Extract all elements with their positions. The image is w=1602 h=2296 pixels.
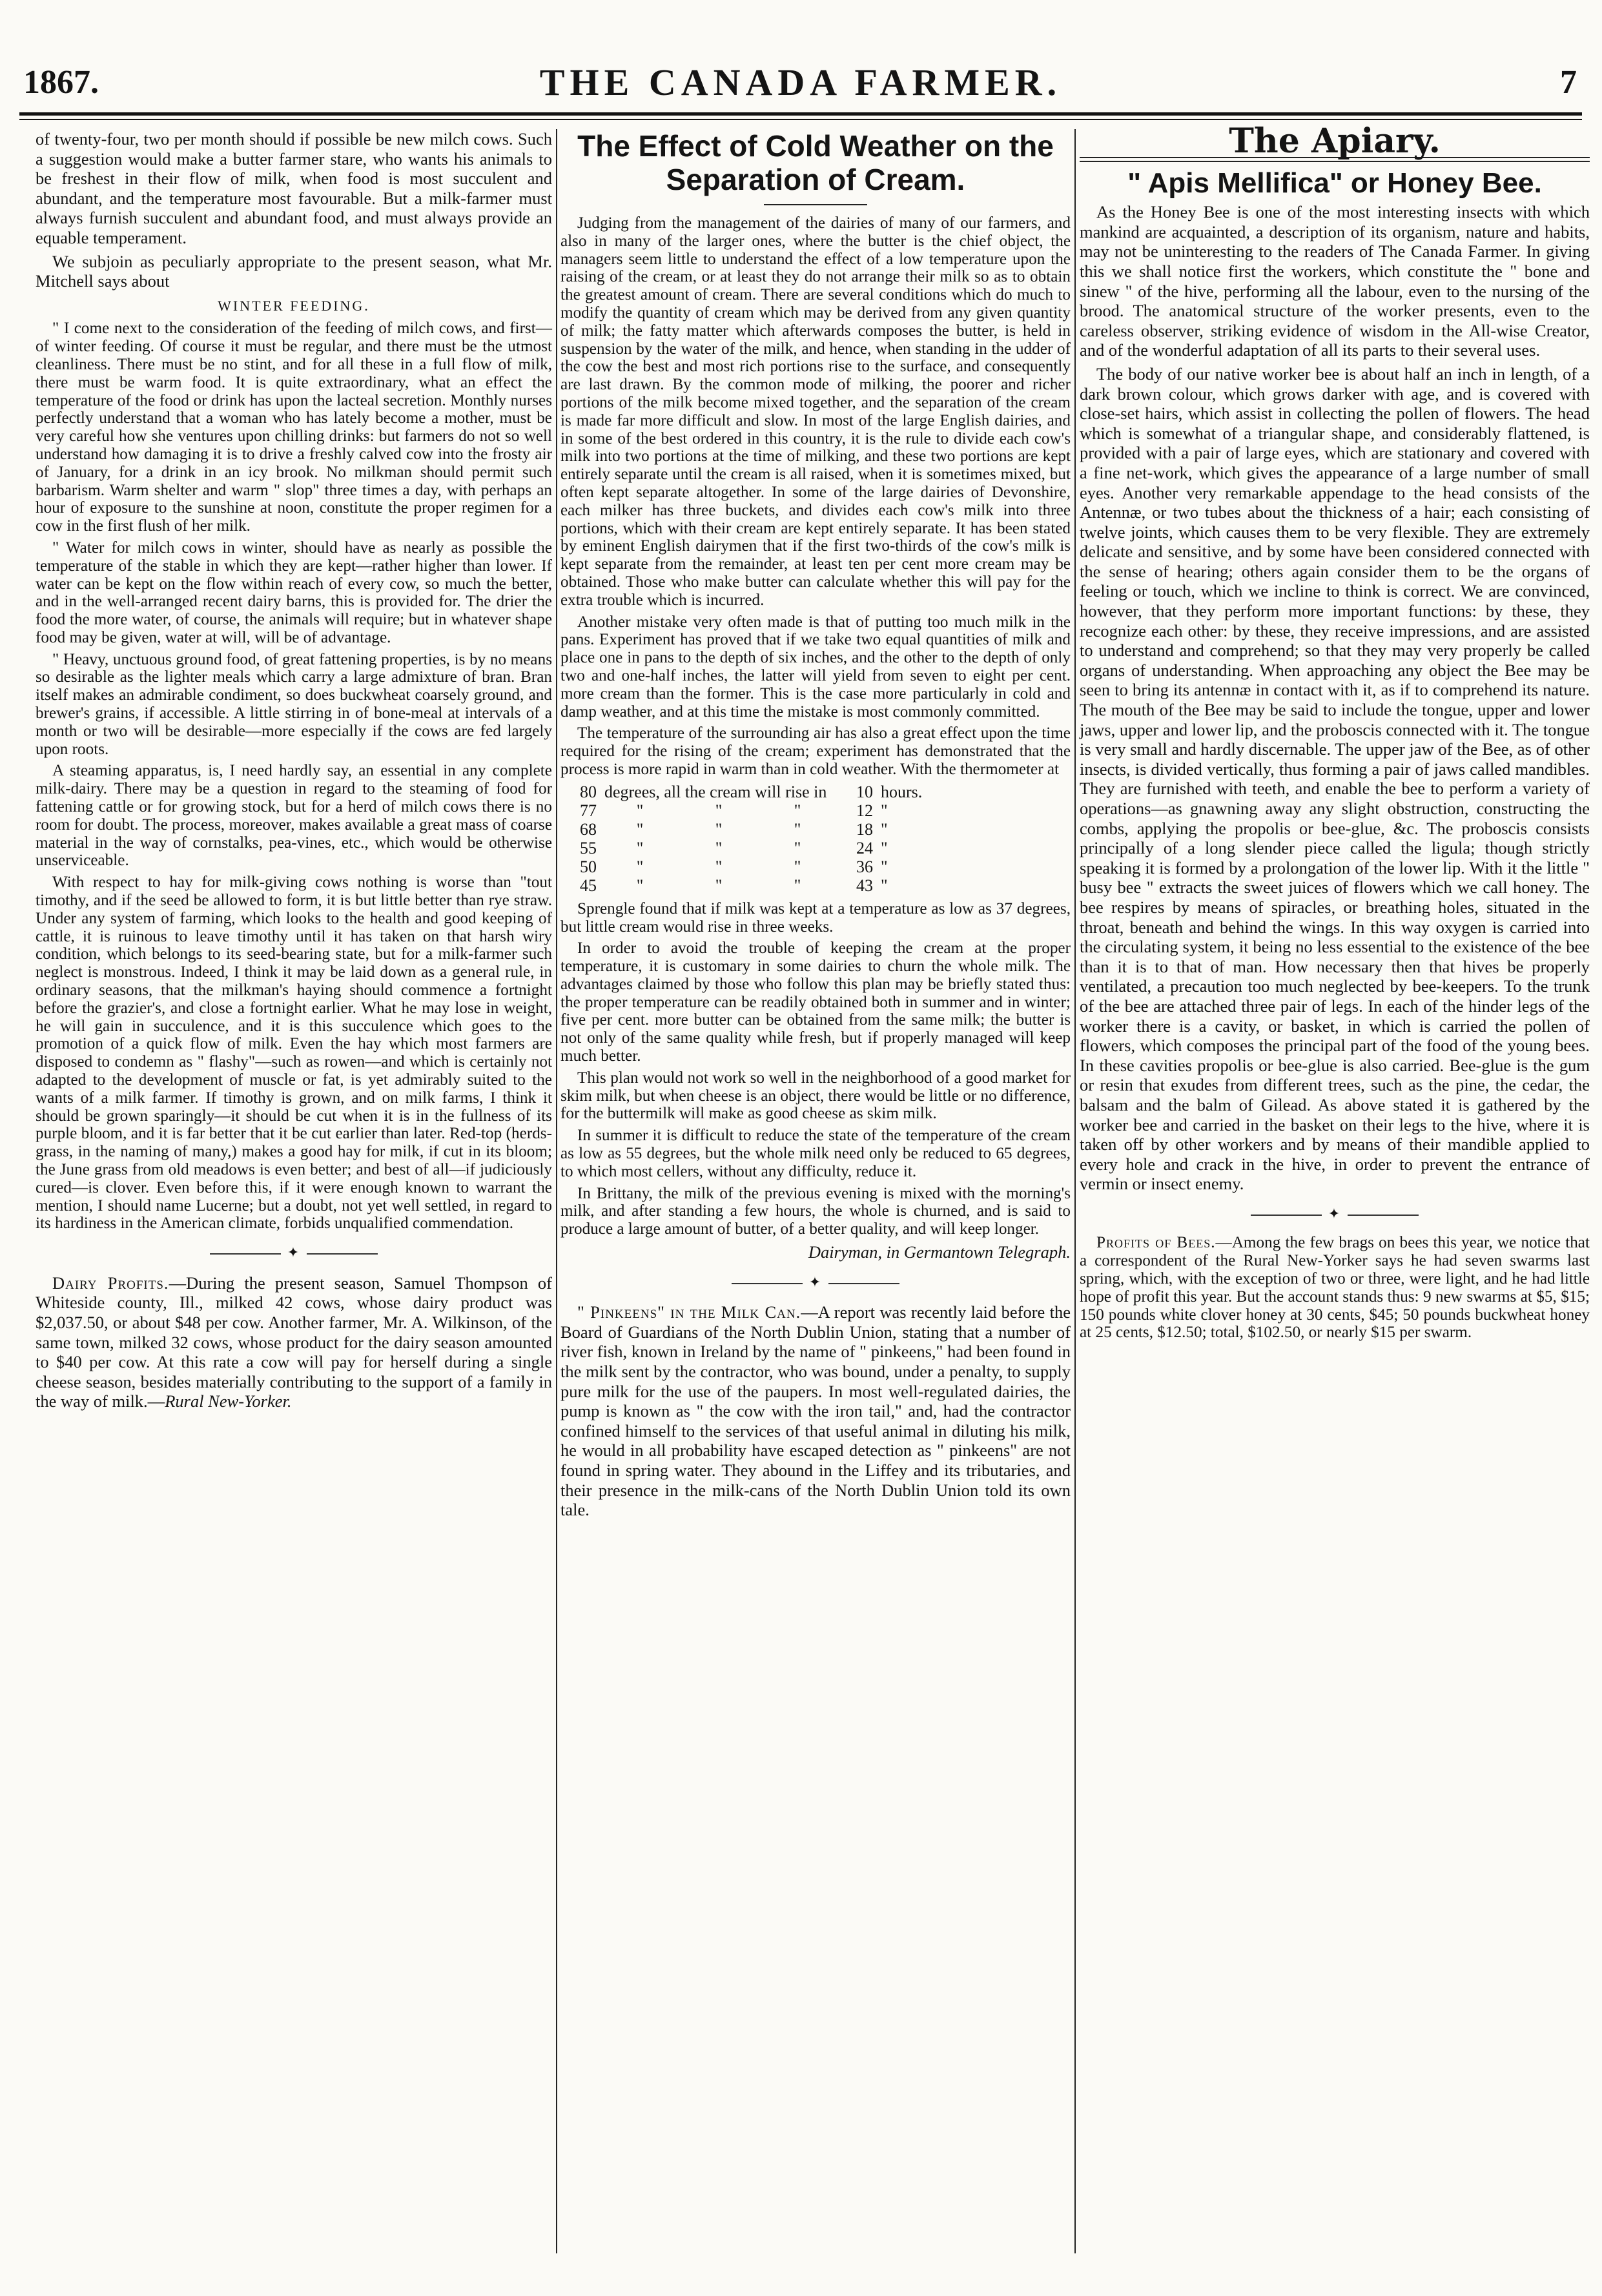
news-item-pinkeens (560, 1302, 1071, 1520)
news-item-bee-profits (1080, 1234, 1590, 1342)
article-paragraph: of twenty-four, two per month should if possible be new milch cows. Such a suggestion would make a butter farmer stare, who wants his animals to be freshest in their flow of milk, when food is most succulent and abundant, and the temperature most favourable. But a milk-farmer must always furnish succulent and abundant food, and must always provide an equable temperament. (36, 129, 552, 247)
table-cell: 50 (580, 857, 597, 876)
table-cell: 24 (856, 838, 873, 857)
table-row (580, 820, 930, 839)
quoted-paragraph: " Heavy, unctuous ground food, of great fattening properties, is by no means so desirable as the lighter meals which carry a large admixture of bran. Bran itself makes an admirable condiment, so does buckwheat coarsely ground, and brewer's grains, if accessible. A little stirring in of bone-meal at intervals of a month or two will be desirable—more especially if the cows are fed largely upon roots. (36, 650, 552, 758)
section-ornament: ✦ (36, 1243, 552, 1263)
table-cell: " (636, 838, 644, 857)
quoted-paragraph: A steaming apparatus, is, I need hardly say, an essential in any complete milk-dairy. There may be a question in regard to the steaming of food for fattening cattle or for growing stock, but for a herd of milch cows there is no room for doubt. The process, moreover, makes available a great mass of coarse material in the way of cornstalks, pea-vines, etc., which would be otherwise unserviceable. (36, 762, 552, 870)
column-left (36, 129, 552, 2273)
news-item-dairy-profits (36, 1273, 552, 1411)
article-paragraph: The body of our native worker bee is about half an inch in length, of a dark brown colour, which grows darker with age, and is covered with close-set hairs, which assist in collecting the pollen of flowers. The head which is somewhat of a triangular shape, and considerably flattened, is provided with a pair of large eyes, which are stationary and covered with a fine net-work, which gives the appearance of a large number of small eyes. Another very remarkable appendage to the head consists of the Antennæ, or two tubes about the thickness of a hair; each consisting of twelve joints, which causes them to be very flexible. They are extremely delicate and sensitive, and by some have been considered connected with the sense of hearing; others again consider them to be the organs of feeling or touch, which we incline to think is correct. We are convinced, however, that they perform more important functions: by these, they recognize each other: by these, they receive impressions, and are assisted to understand and comprehend; so that they may very properly be called organs of understanding. When approaching any object the Bee may be seen to bring its antennæ in contact with it, as if to comprehend its nature. The mouth of the Bee may be said to include the tongue, upper and lower jaws, upper and lower lip, and the proboscis connected with it. The tongue is very small and hardly discernable. The upper jaw of the Bee, as of other insects, is divided vertically, thus forming a pair of jaws called mandibles. They are furnished with teeth, and enable the bee to perform a variety of operations—as gnawning away any slight obstruction, constructing the combs, applying the propolis or bee-glue, &c. The proboscis consists principally of a long slender piece called the ligula; though strictly speaking it is formed by a prolongation of the lower lip. With it the little " busy bee " extracts the sweet juices of flowers which we call honey. The bee respires by means of spiracles, or breathing holes, situated in the throat, beneath and behind the wings. In this way oxygen is carried into the circulating system, it being no less essential to the existence of the bee than it is to that of man. How necessary then that hives be properly ventilated, a precaution too much neglected by bee-keepers. To the trunk of the bee are attached three pair of legs. In each of the hinder legs of the worker there is a cavity, or basket, in which is carried the pollen of flowers, which composes the principal part of the food of the young bees. In these cavities propolis or bee-glue is also carried. Bee-glue is the gum or resin that exudes from different trees, such as the pine, the cedar, the balsam and the balm of Gilead. As above stated it is gathered by the worker bee and carried in the basket on their legs to the hive, where it is taken off by other workers and by means of their mandible applied to every hole and crack in the hive, in order to prevent the entrance of vermin or insect enemy. (1080, 364, 1590, 1194)
table-cell: " (636, 801, 644, 820)
article-paragraph: Sprengle found that if milk was kept at a temperature as low as 37 degrees, but little cream would rise in three weeks. (560, 899, 1071, 936)
table-cell: " (715, 838, 723, 857)
quoted-paragraph: With respect to hay for milk-giving cows nothing is worse than "tout timothy, and if the seed be allowed to form, it is but little better than rye straw. Under any system of farming, which looks to the health and good keeping of cattle, it is ruinous to leave timothy until it has taken on that harsh wiry condition, which belongs to its seed-bearing state, but for a milk-farmer such neglect is monstrous. Indeed, I think it may be laid down as a general rule, in ordinary seasons, that the milkman's haying should commence a fortnight before the grazier's, and close a fortnight earlier. What he may lose in weight, he will gain in succulence, and it is this succulence which goes to the promotion of a quick flow of milk. Even the hay which most farmers are disposed to condemn as " flashy"—such as rowen—and which is certainly not adapted to the development of muscle or fat, is yet admirably suited to the wants of a milk farmer. If timothy is grown, and on milk farms, I think it should be grown sparingly—it should be cut when it is in the fullness of its purple bloom, and it is far better that it be cut earlier than later. Red-top (herds-grass, in the naming of many,) makes a good hay for milk, if cut in its bloom; the June grass from old meadows is even better; and best of all—if judiciously cured—is clover. Even before this, if it were enough known to warrant the mention, I should name Lucerne; but a doubt, not yet well settled, in regard to its hardiness in the American climate, forbids unqualified commendation. (36, 874, 552, 1233)
masthead-rule-thin (19, 119, 1582, 120)
masthead (19, 58, 1582, 110)
item-lead: Profits of Bees. (1096, 1234, 1216, 1252)
article-paragraph: In order to avoid the trouble of keeping the cream at the proper temperature, it is customary in some dairies to churn the whole milk. The advantages claimed by those who follow this plan may be briefly stated thus: the proper temperature can be readily obtained both in summer and in winter; five per cent. more butter can be obtained from the same milk; the butter is not only of the same quality while fresh, but if properly managed will keep much better. (560, 939, 1071, 1065)
table-cell: 55 (580, 838, 597, 857)
item-lead: " Pinkeens" in the Milk Can. (577, 1302, 801, 1322)
quoted-paragraph: " Water for milch cows in winter, should have as nearly as possible the temperature of the stable in which they are kept—rather higher than lower. If water can be kept on the flow within reach of every cow, so much the better, and in the well-arranged recent dairy barns, this is provided for. The drier the food the more water, of course, the animals will require; but in whatever shape food may be given, water at will, will be of advantage. (36, 538, 552, 646)
table-cell: " (636, 819, 644, 839)
table-cell: " (794, 801, 801, 820)
table-cell: " (794, 838, 801, 857)
table-cell: " (881, 838, 888, 857)
section-heading: The Apiary. (1229, 121, 1441, 161)
table-cell: 10 (856, 782, 873, 801)
section-ornament: ✦ (1080, 1204, 1590, 1224)
article-paragraph: Another mistake very often made is that of putting too much milk in the pans. Experiment has proved that if we take two equal quantities of milk and place one in pans to the depth of six inches, and the other to the depth of only two and one-half inches, the latter will yield from seven to eight per cent. more cream than the former. This is the case more particularly in cold and damp weather, and at this time the mistake is most commonly committed. (560, 613, 1071, 721)
table-cell: " (881, 857, 888, 876)
table-row (580, 857, 930, 876)
table-cell: 80 (580, 782, 597, 801)
temperature-table (580, 783, 930, 895)
table-cell: 77 (580, 801, 597, 820)
item-body: —Among the few brags on bees this year, we notice that a correspondent of the Rural New-Yorker says he had seven swarms last spring, which, with the exception of two or three, were light, and he had little hope of profit this year. But the account stands thus: 9 new swarms at $5, $15; 150 pounds white clover honey at 30 cents, $45; 50 pounds buckwheat honey at 25 cents, $12.50; total, $102.50, or nearly $15 per swarm. (1080, 1234, 1590, 1342)
table-cell: degrees, all the cream will rise in (604, 782, 827, 801)
table-cell: " (636, 857, 644, 876)
article-paragraph: This plan would not work so well in the neighborhood of a good market for skim milk, but when cheese is an object, there would be little or no difference, for the buttermilk will make as good cheese as skim milk. (560, 1069, 1071, 1123)
table-cell: " (794, 819, 801, 839)
table-row (580, 839, 930, 857)
column-middle (560, 129, 1071, 2273)
column-divider (1074, 129, 1076, 2253)
article-signature: Dairyman, in Germantown Telegraph. (808, 1242, 1071, 1262)
article-paragraph: Judging from the management of the dairies of many of our farmers, and also in many of the larger ones, where the butter is the chief object, the managers seem little to understand the effect of a low temperature upon the raising of the cream, or at least they do not arrange their milk so as to obtain the greatest amount of cream. There are several conditions which do much to modify the quantity of cream which may be derived from any given quantity of milk; the fatty matter which afterwards composes the butter, is held in suspension by the water of the milk, and hence, when standing in the udder of the cow the best and most rich portions rise to the surface, and consequently are last drawn. By the common mode of milking, the poorer and richer portions of the milk become mixed together, and the separation of the cream is made far more difficult and slow. In most of the large English dairies, and in some of the best ordered in this country, it is the rule to divide each cow's milk into two portions at the time of milking, and these two portions are kept entirely separate until the cream is all raised, when it is sometimes mixed, but often kept separate altogether. In some of the large dairies of Devonshire, each milker has three buckets, and divides each cow's milk into three portions, which with their cream are kept entirely separate. It has been stated by eminent English dairymen that if the first two-thirds of the cow's milk is kept separate from the remainder, at least ten per cent more cream may be obtained. Those who make butter can calculate whether this will pay for the extra trouble which is incurred. (560, 214, 1071, 609)
table-cell: 36 (856, 857, 873, 876)
page-number: 7 (1560, 64, 1577, 101)
item-body: —During the present season, Samuel Thompson of Whiteside county, Ill., milked 42 cows, whose dairy product was $2,037.50, or about $48 per cow. Another farmer, Mr. A. Wilkinson, of the same town, milked 32 cows, whose product for the dairy season amounted to $40 per cow. At this rate a cow will pay for herself during a single cheese season, besides materially contributing to the support of a family in the way of milk.— (36, 1273, 552, 1411)
headline-rule (764, 204, 867, 205)
table-cell: 68 (580, 819, 597, 839)
article-paragraph: As the Honey Bee is one of the most interesting insects with which mankind are acquainted, a description of its organism, nature and habits, may not be uninteresting to the readers of The Canada Farmer. In giving this we shall notice first the workers, which constitute the " bone and sinew " of the hive, performing all the labour, even to the nursing of the brood. The anatomical structure of the worker presents, even to the careless observer, striking evidence of wisdom in the All-wise Creator, and of the wonderful adaptation of all its parts to their several uses. (1080, 202, 1590, 360)
table-cell: " (715, 801, 723, 820)
item-lead: Dairy Profits. (52, 1273, 169, 1293)
article-headline: " Apis Mellifica" or Honey Bee. (1127, 167, 1542, 199)
section-ornament: ✦ (560, 1273, 1071, 1293)
table-cell: " (715, 876, 723, 895)
table-row (580, 801, 930, 820)
item-source: Rural New-Yorker. (165, 1391, 292, 1411)
section-subheading: WINTER FEEDING. (218, 297, 370, 314)
table-row (580, 876, 930, 895)
article-paragraph: We subjoin as peculiarly appropriate to the present season, what Mr. Mitchell says about (36, 251, 552, 291)
article-headline: The Effect of Cold Weather on the Separation of Cream. (577, 129, 1054, 196)
table-row (580, 783, 930, 801)
table-cell: 45 (580, 876, 597, 895)
table-cell: " (881, 801, 888, 820)
issue-year: 1867. (23, 64, 99, 101)
table-cell: " (715, 857, 723, 876)
table-cell: 12 (856, 801, 873, 820)
table-cell: " (794, 876, 801, 895)
table-cell: " (715, 819, 723, 839)
table-cell: " (881, 819, 888, 839)
table-cell: " (636, 876, 644, 895)
article-paragraph: The temperature of the surrounding air has also a great effect upon the time required for the rising of the cream; experiment has demonstrated that the process is more rapid in warm than in cold weather. With the thermometer at (560, 724, 1071, 778)
table-cell: " (881, 876, 888, 895)
newspaper-title: THE CANADA FARMER. (539, 61, 1062, 103)
table-cell: " (794, 857, 801, 876)
table-cell: 43 (856, 876, 873, 895)
column-divider (556, 129, 557, 2253)
quoted-paragraph: " I come next to the consideration of the feeding of milch cows, and first—of winter feeding. Of course it must be regular, and there must be the utmost cleanliness. There must be no stint, and for all these in a full flow of milk, there must be warm food. It is quite extraordinary, what an effect the temperature of the food or drink has upon the lacteal secretion. Monthly nurses perfectly understand that a woman who has lately become a mother, must be very careful how she ventures upon chilling drinks: but farmers do not so well understand how damaging it is to drive a freshly calved cow into the frosty air of January, for a drink in an icy brook. No milkman should permit such barbarism. Warm shelter and warm " slop" three times a day, with perhaps an hour of exposure to the sunshine at noon, constitute the proper regimen for a cow in the first flush of her milk. (36, 320, 552, 535)
item-body: —A report was recently laid before the Board of Guardians of the North Dublin Union, stating that a number of river fish, known in Ireland by the name of " pinkeens," had been found in the milk sent by the contractor, who was bound, under a penalty, to supply pure milk for the use of the paupers. In most well-regulated dairies, the pump is known as " the cow with the iron tail," and, had the contractor confined himself to the services of that useful animal in diluting his milk, he would in all probability have escaped detection as " pinkeens" are not found in spring water. They abound in the Liffey and its tributaries, and their presence in the milk-cans of the North Dublin Union told its own tale. (560, 1302, 1071, 1520)
article-paragraph: In Brittany, the milk of the previous evening is mixed with the morning's milk, and after standing a few hours, the whole is churned, and is said to produce a large amount of butter, of a better quality, and will keep longer. (560, 1184, 1071, 1238)
masthead-rule (19, 112, 1582, 116)
table-cell: 18 (856, 819, 873, 839)
column-right (1080, 121, 1590, 2273)
table-cell: hours. (881, 782, 923, 801)
article-paragraph: In summer it is difficult to reduce the state of the temperature of the cream as low as 55 degrees, but the whole milk need only be reduced to 65 degrees, to which most cellers, without any difficulty, reduce it. (560, 1127, 1071, 1180)
